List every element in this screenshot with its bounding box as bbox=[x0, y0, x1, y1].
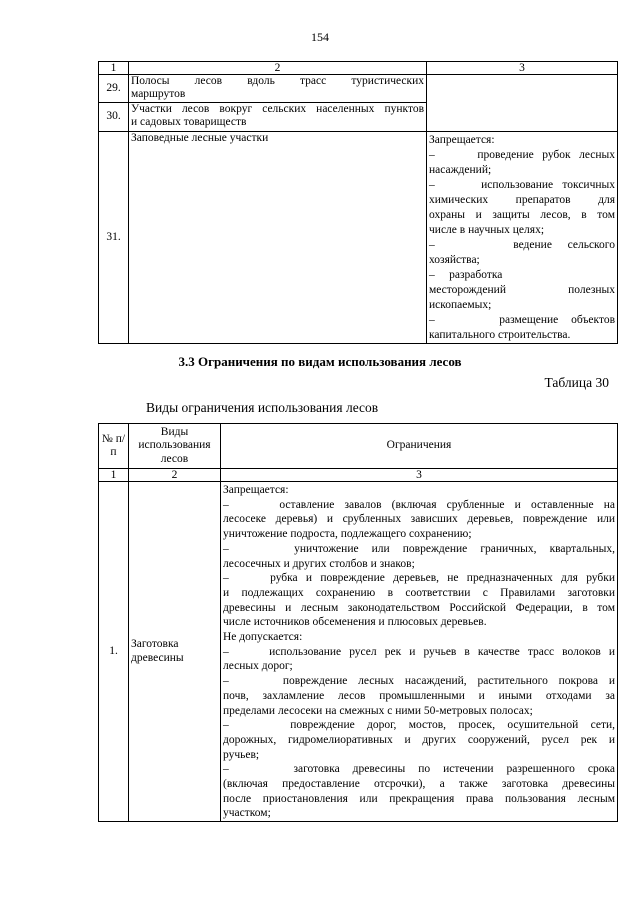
text-line: лесосеке деревья) и срубленных зависших деревьев, повреждение или bbox=[223, 513, 615, 526]
text-line: древесины и лесным законодательством Российской Федерации, в том bbox=[223, 601, 615, 614]
zone-name bbox=[129, 75, 427, 103]
text-line: – проведение рубок лесных bbox=[429, 149, 615, 161]
text-line: дорожных, гидромелиоративных и других сооружений, русел рек и bbox=[223, 733, 615, 746]
text-line: участком; bbox=[223, 807, 271, 820]
text-line: хозяйства; bbox=[429, 254, 480, 266]
text-line: Полосы лесов вдоль трасс туристических bbox=[131, 75, 424, 87]
header-usage-type: Виды использования лесов bbox=[129, 424, 221, 469]
column-number-2: 2 bbox=[129, 62, 427, 75]
text-line: – ведение сельского bbox=[429, 239, 615, 251]
text-line: числе в научных целях; bbox=[429, 224, 545, 236]
table-row bbox=[99, 482, 618, 822]
table-row bbox=[99, 132, 618, 344]
text-line: Запрещается: bbox=[223, 484, 289, 496]
usage-type: Заготовка древесины bbox=[129, 482, 221, 822]
text-line: – повреждение лесных насаждений, растительного покрова и bbox=[223, 675, 615, 688]
restriction-cell-empty bbox=[427, 75, 618, 132]
text-line: месторождений полезных bbox=[429, 284, 615, 296]
text-line: – уничтожение или повреждение граничных, квартальных, bbox=[223, 542, 615, 555]
table-header-numbers-row bbox=[99, 469, 618, 482]
table-header-row bbox=[99, 62, 618, 75]
text-line: уничтожение подроста, подлежащего сохранению; bbox=[223, 528, 472, 541]
text-line: охраны и защиты лесов, в том bbox=[429, 209, 615, 221]
text-line: и подлежащих сохранению в соответствии с Правилами заготовки bbox=[223, 586, 615, 599]
text-line: маршрутов bbox=[131, 88, 186, 101]
column-number-2: 2 bbox=[129, 469, 221, 482]
table-label: Таблица 30 bbox=[544, 375, 609, 390]
text-line: Участки лесов вокруг сельских населенных пунктов bbox=[131, 103, 424, 115]
zone-name bbox=[129, 103, 427, 132]
text-line: почв, захламление лесов промышленными и иными отходами за bbox=[223, 689, 615, 702]
text-line: – оставление завалов (включая срубленные и оставленные на bbox=[223, 498, 615, 511]
column-number-1: 1 bbox=[99, 62, 129, 75]
text-line: – повреждение дорог, мостов, просек, осушительной сети, bbox=[223, 719, 615, 732]
text-line: капитального строительства. bbox=[429, 329, 571, 341]
text-line: после приостановления или прекращения права пользования лесным bbox=[223, 792, 615, 805]
text-line: ископаемых; bbox=[429, 299, 492, 311]
page-number: 154 bbox=[311, 30, 329, 44]
column-number-3: 3 bbox=[221, 469, 618, 482]
text-line: – размещение объектов bbox=[429, 314, 615, 326]
zone-name: Заповедные лесные участки bbox=[129, 132, 427, 344]
row-number: 30. bbox=[99, 103, 129, 132]
text-line: (включая предоставление отсрочки), а также заготовка древесины bbox=[223, 778, 615, 791]
text-line: лесных дорог; bbox=[223, 660, 293, 673]
restrictions-list bbox=[427, 132, 618, 344]
text-line: – рубка и повреждение деревьев, не предназначенных для рубки bbox=[223, 572, 615, 585]
text-line: Не допускается: bbox=[223, 631, 303, 644]
restrictions-list bbox=[221, 482, 618, 822]
header-number: № п/п bbox=[99, 424, 129, 469]
text-line: насаждений; bbox=[429, 164, 492, 176]
table-row bbox=[99, 75, 618, 103]
row-number: 29. bbox=[99, 75, 129, 103]
text-line: Запрещается: bbox=[429, 134, 495, 146]
header-restrictions: Ограничения bbox=[221, 424, 618, 469]
text-line: – заготовка древесины по истечении разрешенного срока bbox=[223, 763, 615, 776]
text-line: и садовых товариществ bbox=[131, 116, 247, 129]
text-line: – разработка bbox=[429, 269, 503, 281]
forest-zones-table bbox=[98, 61, 618, 344]
table-caption: Виды ограничения использования лесов bbox=[146, 400, 379, 415]
text-line: числе источников обсеменения и плюсовых деревьев. bbox=[223, 616, 487, 629]
text-line: – использование русел рек и ручьев в качестве трасс волоков и bbox=[223, 645, 615, 658]
column-number-1: 1 bbox=[99, 469, 129, 482]
text-line: ручьев; bbox=[223, 748, 260, 761]
row-number: 1. bbox=[99, 482, 129, 822]
text-line: химических препаратов для bbox=[429, 194, 615, 206]
text-line: пределами лесосеки на смежных с ними 50-метровых полосах; bbox=[223, 704, 533, 717]
section-title: 3.3 Ограничения по видам использования лесов bbox=[178, 354, 462, 369]
text-line: лесосечных и других столбов и знаков; bbox=[223, 557, 415, 570]
row-number: 31. bbox=[99, 132, 129, 344]
column-number-3: 3 bbox=[427, 62, 618, 75]
table-header-row bbox=[99, 424, 618, 469]
text-line: – использование токсичных bbox=[429, 179, 615, 191]
usage-restrictions-table bbox=[98, 423, 618, 822]
